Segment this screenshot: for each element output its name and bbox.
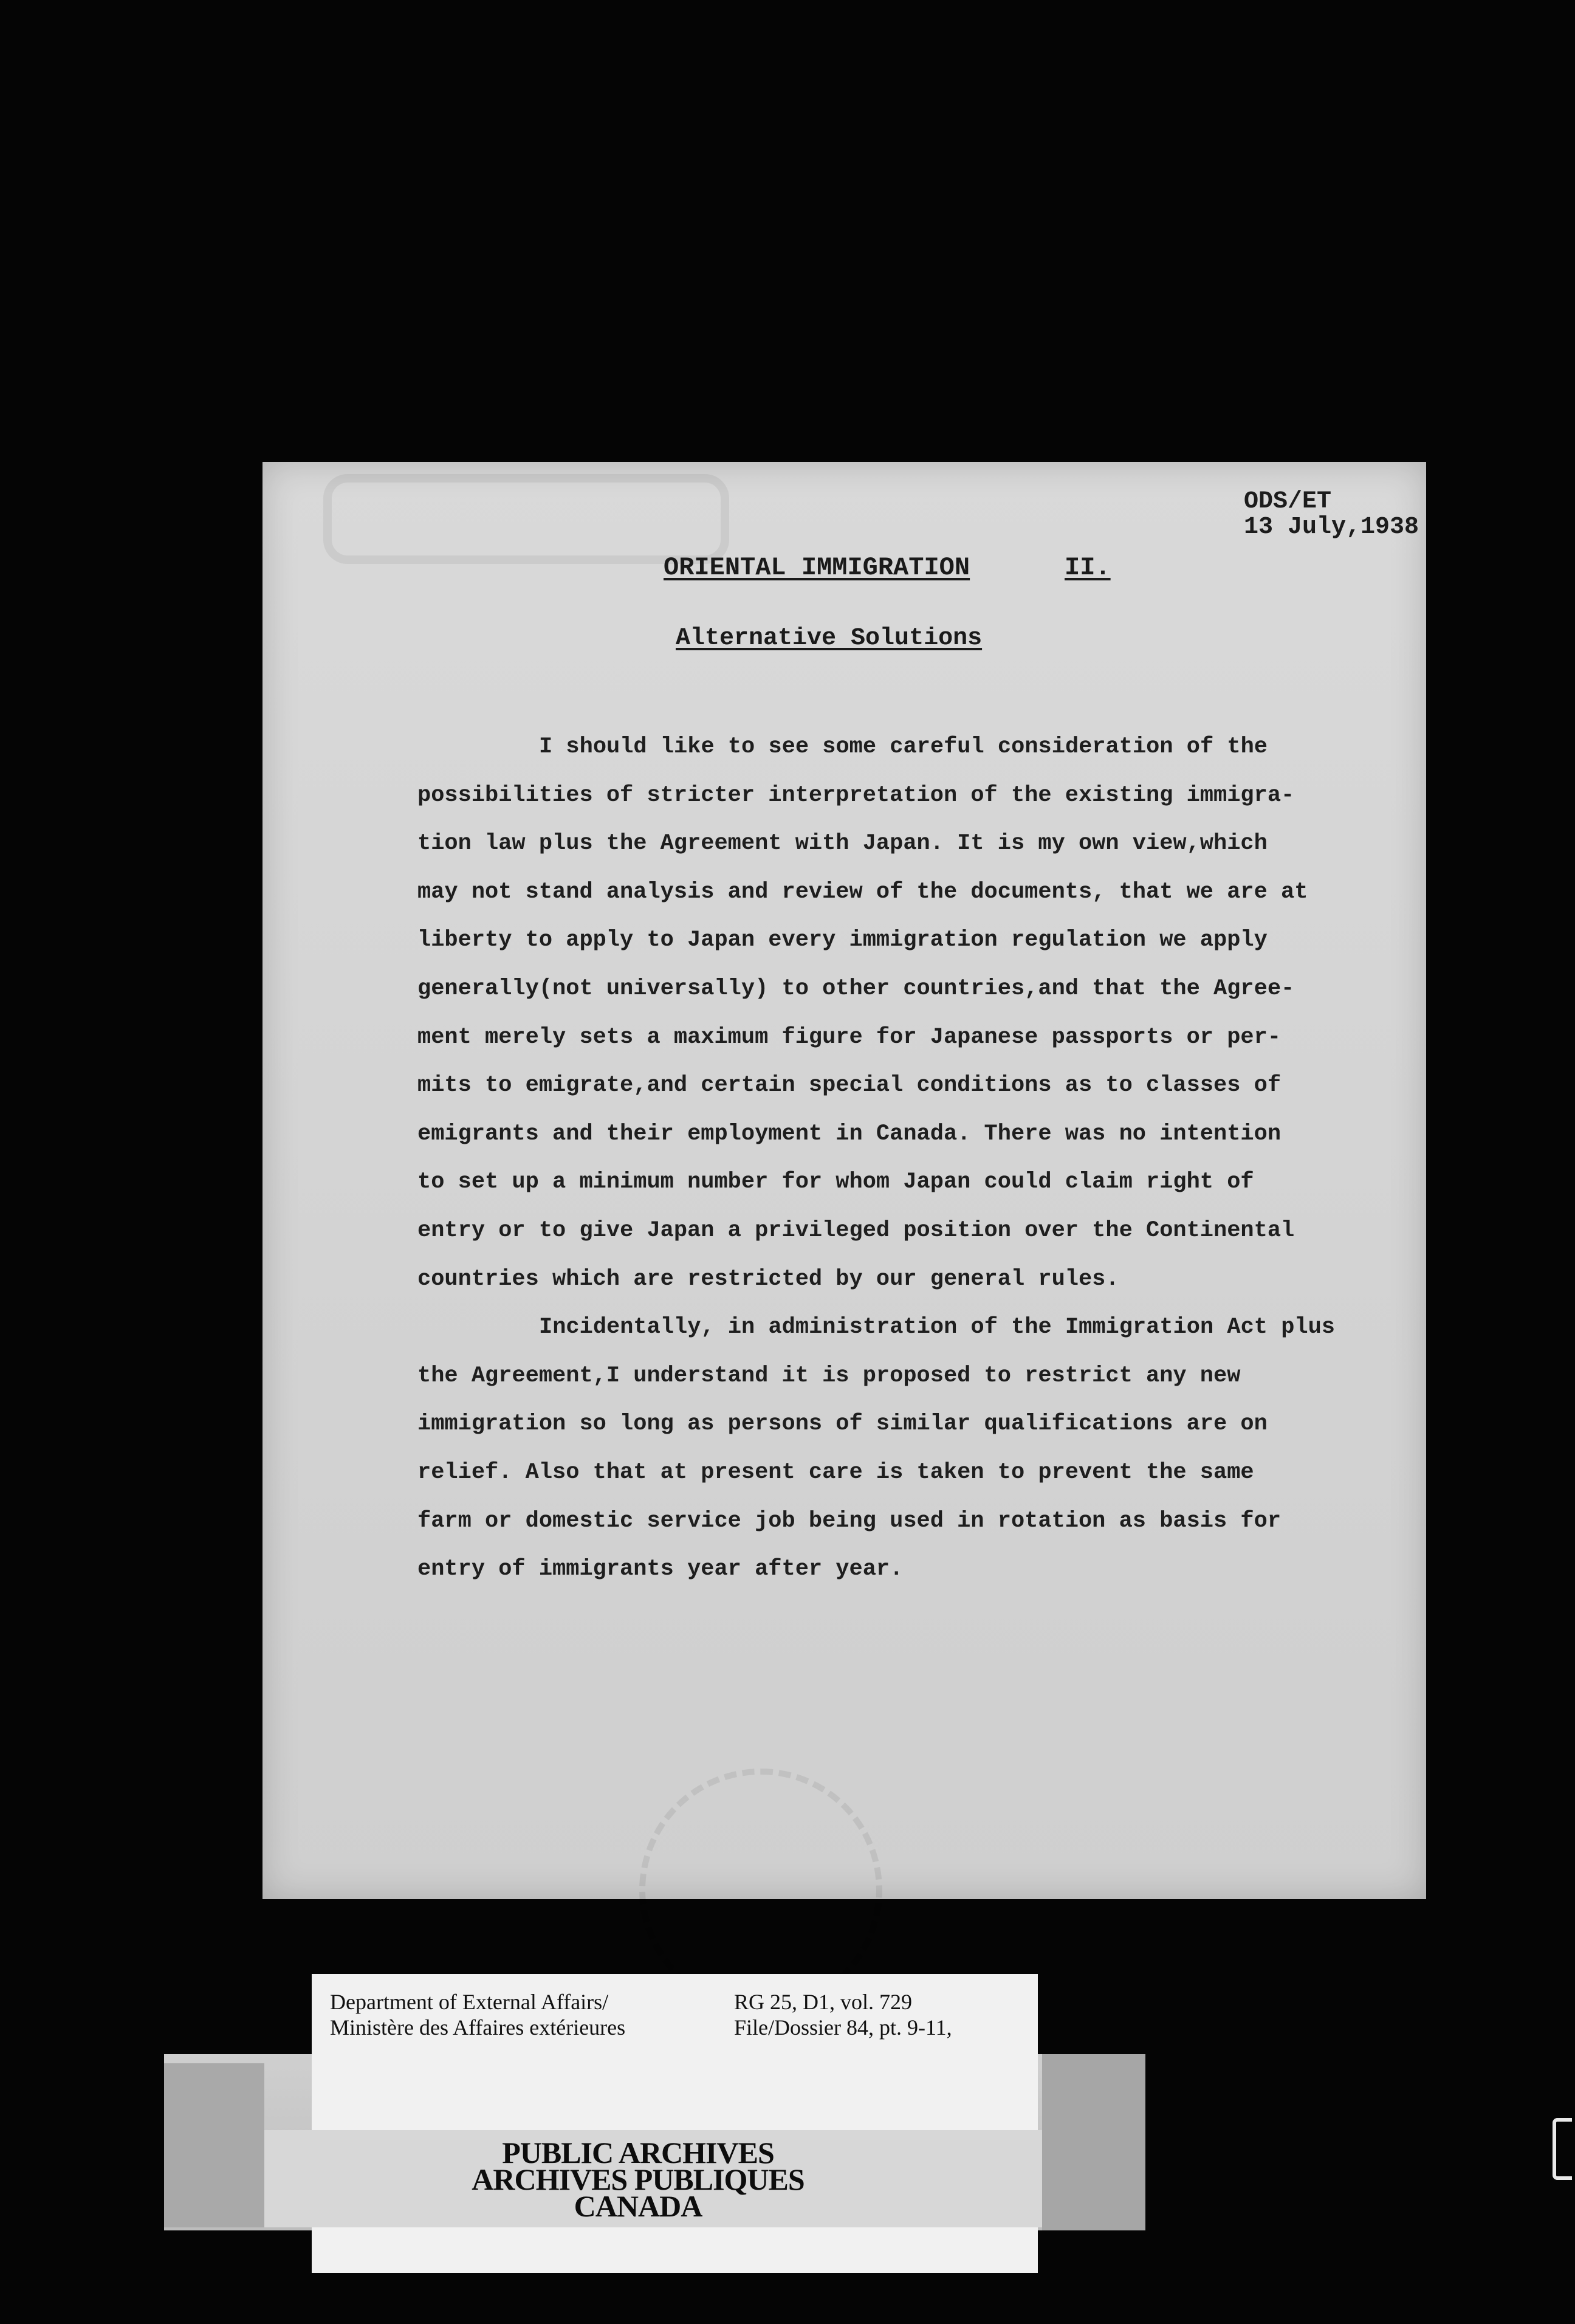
stamp-line-english: PUBLIC ARCHIVES [502, 2136, 774, 2170]
body-line: entry or to give Japan a privileged position over the Continental [417, 1217, 1295, 1243]
strip-end-right [1042, 2054, 1145, 2230]
stamp-line-french: ARCHIVES PUBLIQUES [472, 2162, 805, 2196]
body-line: relief. Also that at present care is taken to prevent the same [417, 1459, 1254, 1485]
reference-block [1244, 489, 1419, 540]
department-label [330, 1989, 625, 2040]
document-subtitle: Alternative Solutions [676, 625, 983, 652]
body-line: emigrants and their employment in Canada. There was no intention [417, 1121, 1282, 1147]
department-english: Department of External Affairs/ [330, 1990, 609, 2014]
body-line: immigration so long as persons of similar qualifications are on [417, 1411, 1268, 1437]
body-line: may not stand analysis and review of the documents, that we are at [417, 879, 1308, 905]
body-line: ment merely sets a maximum figure for Japanese passports or per- [417, 1024, 1282, 1050]
body-line: Incidentally, in administration of the Immigration Act plus [539, 1315, 1336, 1341]
department-french: Ministère des Affaires extérieures [330, 2015, 626, 2040]
body-line: mits to emigrate,and certain special conditions as to classes of [417, 1073, 1282, 1099]
reference-date: 13 July,1938 [1244, 514, 1419, 541]
body-line: liberty to apply to Japan every immigration regulation we apply [417, 927, 1268, 954]
body-line: countries which are restricted by our general rules. [417, 1266, 1119, 1292]
public-archives-stamp [425, 2136, 851, 2223]
body-line: possibilities of stricter interpretation of the existing immigra- [417, 782, 1295, 808]
faded-stamp-mark [323, 474, 729, 564]
file-dossier: File/Dossier 84, pt. 9-11, [734, 2015, 952, 2040]
section-number: II. [1065, 553, 1111, 582]
document-title: ORIENTAL IMMIGRATION [664, 553, 970, 582]
body-line: to set up a minimum number for whom Japan could claim right of [417, 1169, 1254, 1195]
body-line: the Agreement,I understand it is proposed to restrict any new [417, 1363, 1241, 1389]
document-sheet [262, 462, 1426, 1899]
archive-label-card [312, 1974, 1038, 2273]
body-line: farm or domestic service job being used in rotation as basis for [417, 1508, 1282, 1534]
reference-initials: ODS/ET [1244, 488, 1332, 515]
body-line: generally(not universally) to other countries,and that the Agree- [417, 975, 1295, 1002]
archive-reference-label [734, 1989, 952, 2040]
record-group: RG 25, D1, vol. 729 [734, 1990, 913, 2014]
body-line: tion law plus the Agreement with Japan. It is my own view,which [417, 831, 1268, 857]
stamp-line-country: CANADA [574, 2189, 702, 2223]
document-body [417, 723, 1414, 1594]
body-line: I should like to see some careful consideration of the [539, 734, 1268, 760]
body-line: entry of immigrants year after year. [417, 1556, 904, 1583]
film-edge-mark [1553, 2118, 1572, 2180]
strip-end-left [164, 2063, 264, 2227]
